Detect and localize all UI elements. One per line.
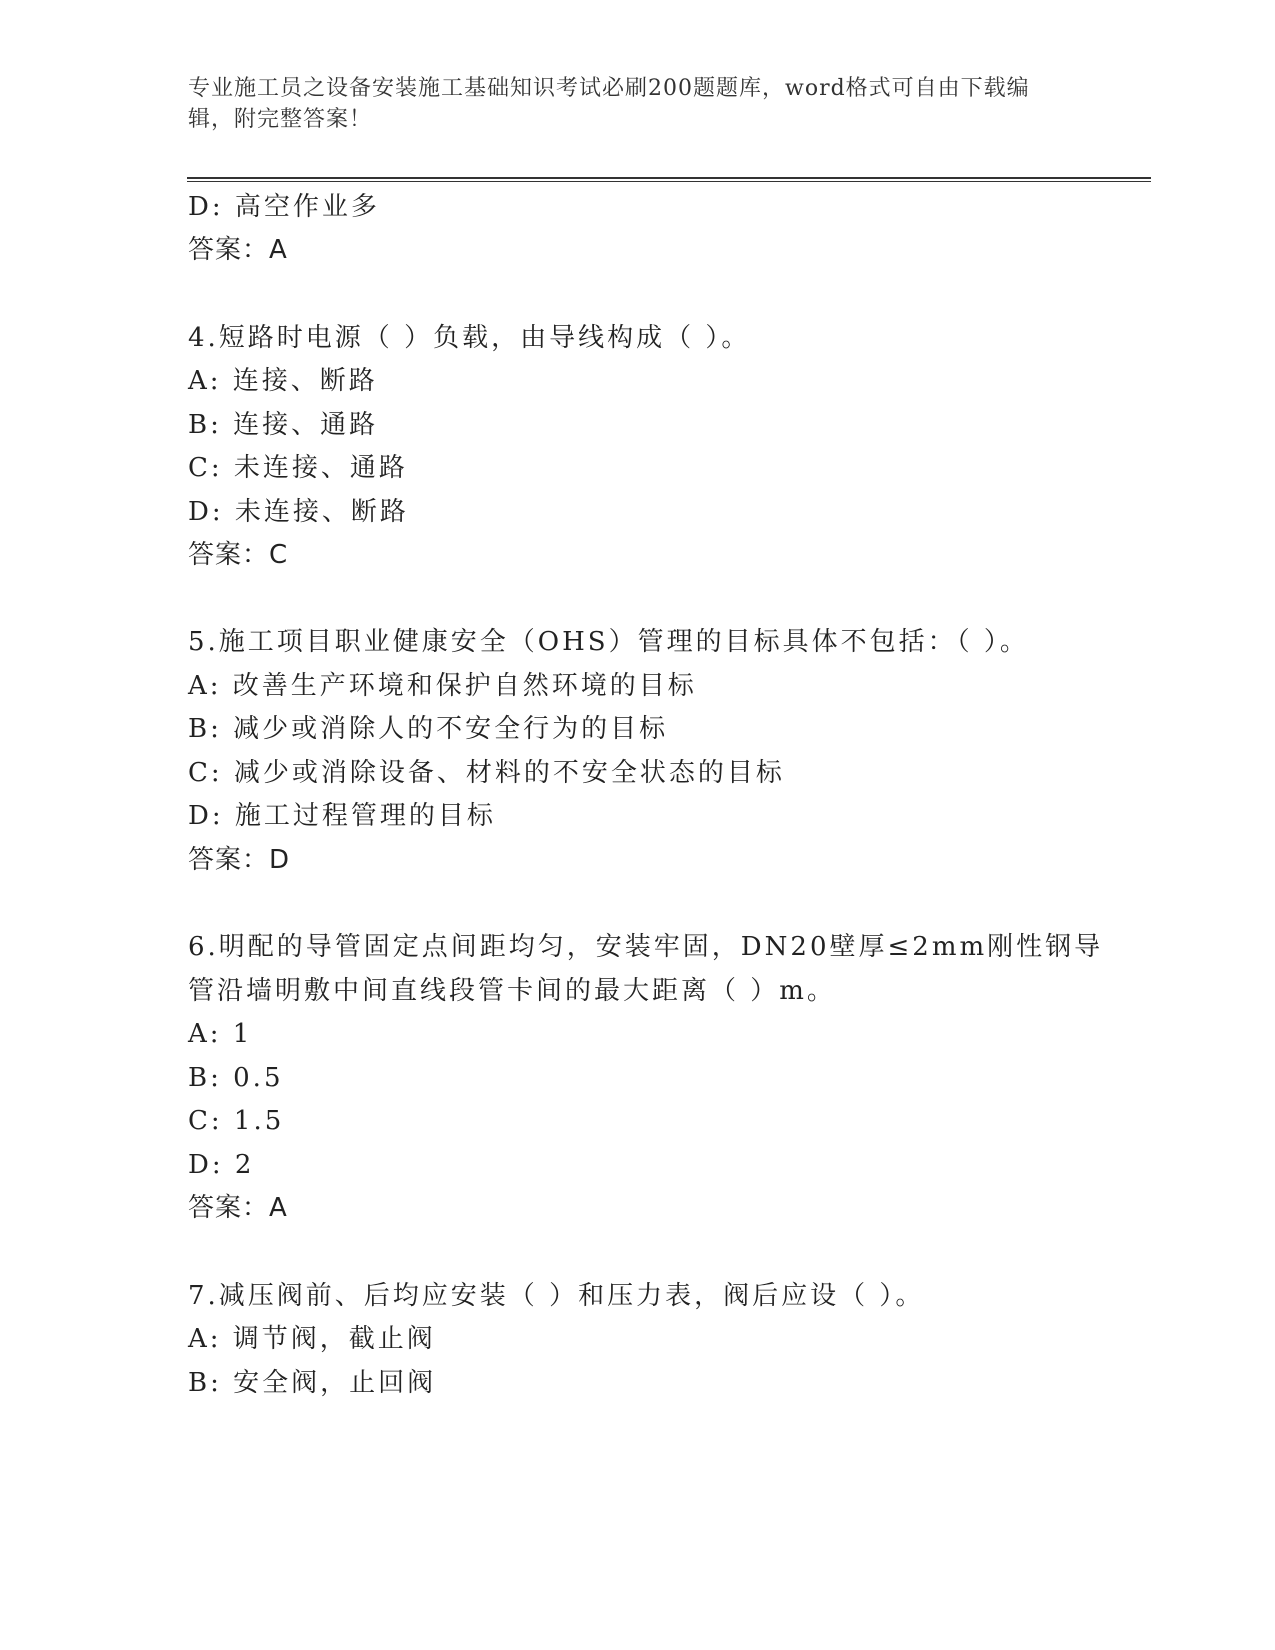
q6-answer: 答案：A: [188, 1193, 288, 1223]
q4-option-a: A: 连接、断路: [188, 366, 378, 396]
q6-option-d: D: 2: [188, 1150, 255, 1180]
q4-option-c: C: 未连接、通路: [188, 453, 408, 483]
q5-option-d: D: 施工过程管理的目标: [188, 801, 496, 831]
q6-stem-line1: 6.明配的导管固定点间距均匀，安装牢固，DN20壁厚≤2mm刚性钢导: [188, 932, 1104, 962]
header-divider-thin: [187, 181, 1151, 182]
q7-option-b: B: 安全阀，止回阀: [188, 1368, 437, 1398]
q4-answer: 答案：C: [188, 540, 289, 570]
q6-option-c: C: 1.5: [188, 1106, 285, 1136]
q5-option-c: C: 减少或消除设备、材料的不安全状态的目标: [188, 758, 785, 788]
q3-option-d: D: 高空作业多: [188, 192, 380, 222]
q6-option-a: A: 1: [188, 1019, 253, 1049]
q5-answer: 答案：D: [188, 845, 291, 875]
q4-option-d: D: 未连接、断路: [188, 497, 409, 527]
q5-option-a: A: 改善生产环境和保护自然环境的目标: [188, 671, 697, 701]
q7-option-a: A: 调节阀，截止阀: [188, 1324, 436, 1354]
q7-stem: 7.减压阀前、后均应安装（ ）和压力表，阀后应设（ ）。: [188, 1281, 925, 1311]
header-divider: [187, 177, 1151, 179]
q3-answer: 答案：A: [188, 235, 288, 265]
q6-stem-line2: 管沿墙明敷中间直线段管卡间的最大距离（ ）m。: [188, 976, 836, 1006]
q4-stem: 4.短路时电源（ ）负载，由导线构成（ ）。: [188, 323, 751, 353]
page-title: 专业施工员之设备安装施工基础知识考试必刷200题题库，word格式可自由下载编辑，附完整答案！: [188, 76, 1030, 132]
q5-option-b: B: 减少或消除人的不安全行为的目标: [188, 714, 669, 744]
q4-option-b: B: 连接、通路: [188, 410, 379, 440]
q6-option-b: B: 0.5: [188, 1063, 284, 1093]
q5-stem: 5.施工项目职业健康安全（OHS）管理的目标具体不包括：（ ）。: [188, 627, 1029, 657]
